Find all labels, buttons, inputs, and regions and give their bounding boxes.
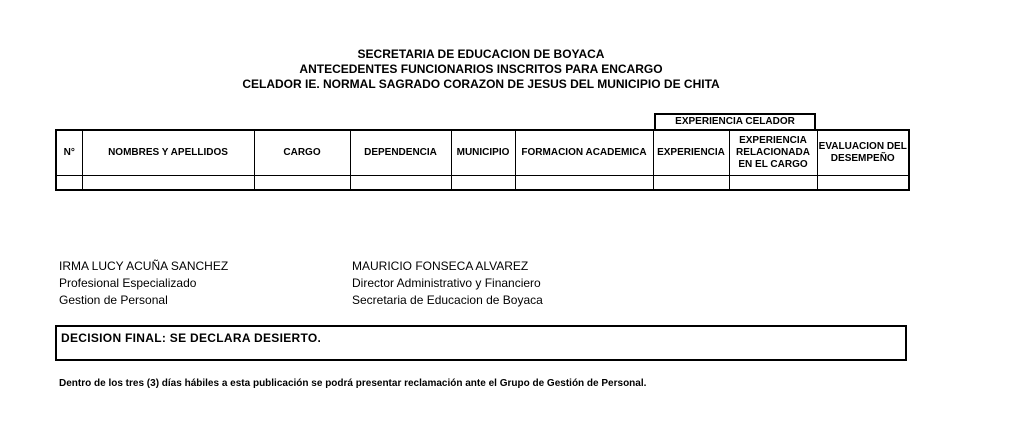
signature-right bbox=[352, 258, 543, 309]
candidates-table bbox=[55, 129, 910, 191]
col-exp-relacionada: EXPERIENCIA RELACIONADA EN EL CARGO bbox=[729, 130, 817, 176]
col-num: N° bbox=[56, 130, 82, 176]
table-cell bbox=[56, 176, 82, 191]
col-formacion: FORMACION ACADEMICA bbox=[515, 130, 653, 176]
col-dependencia: DEPENDENCIA bbox=[350, 130, 451, 176]
experience-group-header: EXPERIENCIA CELADOR bbox=[654, 113, 816, 129]
signature-left-unit: Gestion de Personal bbox=[59, 293, 168, 307]
claims-note: Dentro de los tres (3) días hábiles a esta publicación se podrá presentar reclamación ante el Grupo de Gestión de Personal. bbox=[59, 378, 647, 389]
table-cell bbox=[817, 176, 909, 191]
table-cell bbox=[653, 176, 729, 191]
signature-right-unit: Secretaria de Educacion de Boyaca bbox=[352, 293, 543, 307]
table-cell bbox=[451, 176, 515, 191]
col-names: NOMBRES Y APELLIDOS bbox=[82, 130, 254, 176]
col-municipio: MUNICIPIO bbox=[451, 130, 515, 176]
signature-left bbox=[59, 258, 228, 309]
table-header-row bbox=[56, 130, 909, 176]
col-cargo: CARGO bbox=[254, 130, 350, 176]
header-line-1: SECRETARIA DE EDUCACION DE BOYACA bbox=[357, 47, 605, 61]
table-row bbox=[56, 176, 909, 191]
signature-right-role: Director Administrativo y Financiero bbox=[352, 276, 541, 290]
signature-right-name: MAURICIO FONSECA ALVAREZ bbox=[352, 259, 529, 273]
final-decision-box: DECISION FINAL: SE DECLARA DESIERTO. bbox=[55, 325, 907, 361]
col-experiencia: EXPERIENCIA bbox=[653, 130, 729, 176]
table-cell bbox=[350, 176, 451, 191]
table-cell bbox=[82, 176, 254, 191]
table-cell bbox=[729, 176, 817, 191]
signature-left-name: IRMA LUCY ACUÑA SANCHEZ bbox=[59, 259, 229, 273]
table-cell bbox=[515, 176, 653, 191]
header-line-2: ANTECEDENTES FUNCIONARIOS INSCRITOS PARA ENCARGO bbox=[299, 62, 663, 76]
col-evaluacion: EVALUACION DEL DESEMPEÑO bbox=[817, 130, 909, 176]
document-header bbox=[0, 47, 962, 92]
signature-left-role: Profesional Especializado bbox=[59, 276, 197, 290]
table-cell bbox=[254, 176, 350, 191]
header-line-3: CELADOR IE. NORMAL SAGRADO CORAZON DE JESUS DEL MUNICIPIO DE CHITA bbox=[242, 77, 720, 91]
